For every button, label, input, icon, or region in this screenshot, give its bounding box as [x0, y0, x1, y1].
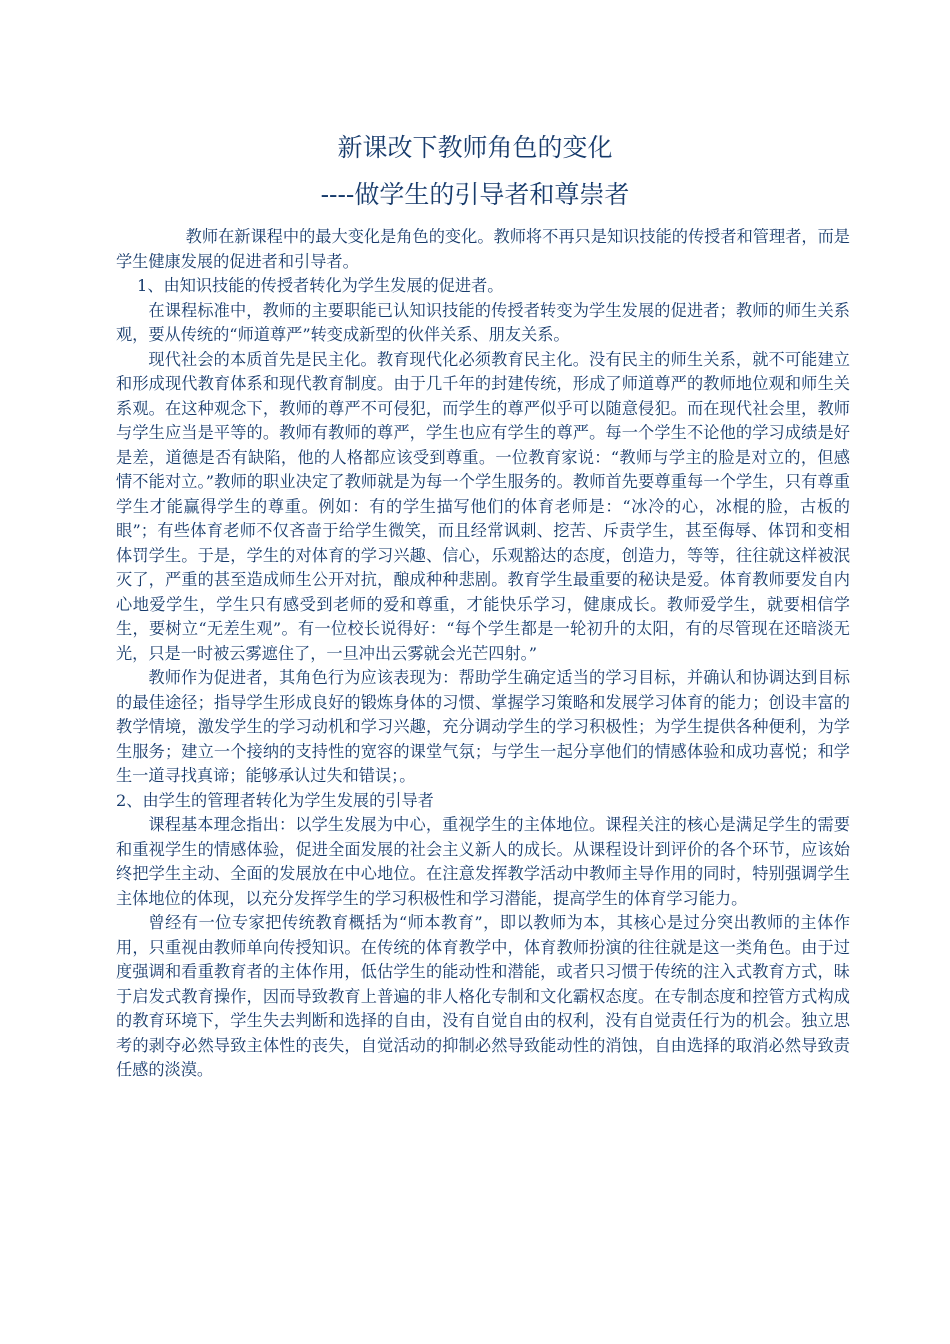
- document-title: 新课改下教师角色的变化: [337, 133, 613, 162]
- paragraph: 教师作为促进者，其角色行为应该表现为：帮助学生确定适当的学习目标，并确认和协调达到目标的最佳途径；指导学生形成良好的锻炼身体的习惯、掌握学习策略和发展学习体育的能力；创设丰富的教学情境，激发学生的学习动机和学习兴趣，充分调动学生的学习积极性；为学生提供各种便利，为学生服务；建立一个接纳的支持性的宽容的课堂气氛；与学生一起分享他们的情感体验和成功喜悦；和学生一道寻找真谛；能够承认过失和错误；。: [116, 668, 850, 785]
- paragraph: 在课程标准中，教师的主要职能已认知识技能的传授者转变为学生发展的促进者；教师的师生关系观，要从传统的“师道尊严”转变成新型的伙伴关系、朋友关系。: [116, 300, 850, 344]
- paragraph: 曾经有一位专家把传统教育概括为“师本教育”，即以教师为本，其核心是过分突出教师的主体作用，只重视由教师单向传授知识。在传统的体育教学中，体育教师扮演的往往就是这一类角色。由于过度强调和看重教育者的主体作用，低估学生的能动性和潜能，或者只习惯于传统的注入式教育方式，昧于启发式教育操作，因而导致教育上普遍的非人格化专制和文化霸权态度。在专制态度和控管方式构成的教育环境下，学生失去判断和选择的自由，没有自觉自由的权利，没有自觉责任行为的机会。独立思考的剥夺必然导致主体性的丧失，自觉活动的抑制必然导致能动性的消蚀，自由选择的取消必然导致责任感的淡漠。: [116, 913, 850, 1079]
- paragraph-intro: 教师在新课程中的最大变化是角色的变化。教师将不再只是知识技能的传授者和管理者，而是学生健康发展的促进者和引导者。: [116, 227, 850, 271]
- section-heading-1: 1、由知识技能的传授者转化为学生发展的促进者。: [137, 276, 504, 295]
- document-body: [116, 225, 850, 1083]
- paragraph: 课程基本理念指出：以学生发展为中心，重视学生的主体地位。课程关注的核心是满足学生的需要和重视学生的情感体验，促进全面发展的社会主义新人的成长。从课程设计到评价的各个环节，应该始终把学生主动、全面的发展放在中心地位。在注意发挥教学活动中教师主导作用的同时，特别强调学生主体地位的体现，以充分发挥学生的学习积极性和学习潜能，提高学生的体育学习能力。: [116, 815, 850, 908]
- paragraph: 现代社会的本质首先是民主化。教育现代化必须教育民主化。没有民主的师生关系，就不可能建立和形成现代教育体系和现代教育制度。由于几千年的封建传统，形成了师道尊严的教师地位观和师生关系观。在这种观念下，教师的尊严不可侵犯，而学生的尊严似乎可以随意侵犯。而在现代社会里，教师与学生应当是平等的。教师有教师的尊严，学生也应有学生的尊严。每一个学生不论他的学习成绩是好是差，道德是否有缺陷，他的人格都应该受到尊重。一位教育家说：“教师与学主的脸是对立的，但感情不能对立。”教师的职业决定了教师就是为每一个学生服务的。教师首先要尊重每一个学生，只有尊重学生才能赢得学生的尊重。例如：有的学生描写他们的体育老师是：“冰冷的心，冰棍的脸，古板的眼”；有些体育老师不仅吝啬于给学生微笑，而且经常讽刺、挖苦、斥责学生，甚至侮辱、体罚和变相体罚学生。于是，学生的对体育的学习兴趣、信心，乐观豁达的态度，创造力，等等，往往就这样被泯灭了，严重的甚至造成师生公开对抗，酿成种种悲剧。教育学生最重要的秘诀是爱。体育教师要发自内心地爱学生，学生只有感受到老师的爱和尊重，才能快乐学习，健康成长。教师爱学生，就要相信学生，要树立“无差生观”。有一位校长说得好：“每个学生都是一轮初升的太阳，有的尽管现在还暗淡无光，只是一时被云雾遮住了，一旦冲出云雾就会光芒四射。”: [116, 349, 850, 663]
- section-heading-2: 2、由学生的管理者转化为学生发展的引导者: [116, 790, 434, 810]
- document-subtitle: ----做学生的引导者和尊崇者: [320, 180, 630, 209]
